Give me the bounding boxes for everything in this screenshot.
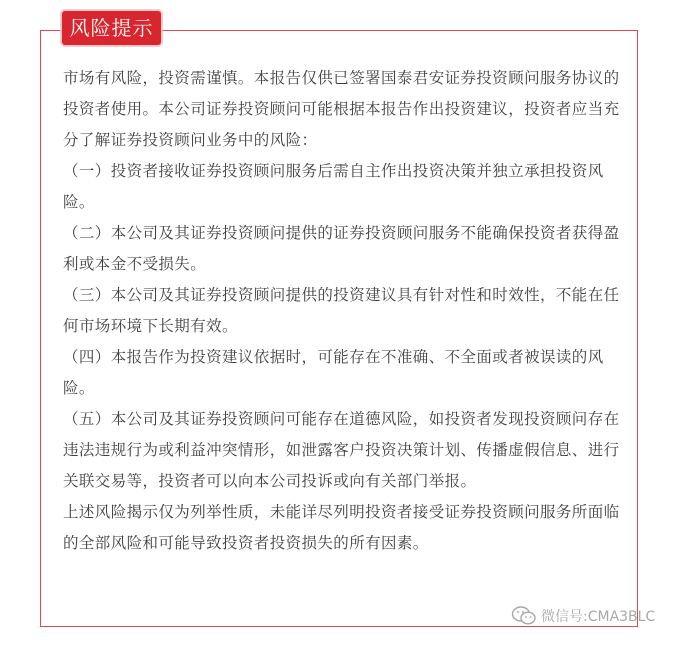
paragraph-item-5: （五）本公司及其证券投资顾问可能存在道德风险，如投资者发现投资顾问存在违法违规行为或利益冲突情形，如泄露客户投资决策计划、传播虚假信息、进行关联交易等，投资者可以向本公司投诉或向有关部门举报。 (63, 410, 620, 490)
risk-notice-content (63, 63, 623, 559)
paragraph-item-1: （一）投资者接收证券投资顾问服务后需自主作出投资决策并独立承担投资风险。 (63, 162, 604, 211)
risk-notice-badge: 风险提示 (62, 11, 161, 45)
wechat-watermark (511, 602, 655, 630)
watermark-text: 微信号:CMA3BLC (541, 609, 656, 625)
paragraph-item-4: （四）本报告作为投资建议依据时，可能存在不准确、不全面或者被误读的风险。 (63, 348, 604, 397)
paragraph-item-3: （三）本公司及其证券投资顾问提供的投资建议具有针对性和时效性，不能在任何市场环境下长期有效。 (63, 286, 620, 335)
wechat-icon (511, 605, 537, 627)
paragraph-intro: 市场有风险，投资需谨慎。本报告仅供已签署国泰君安证券投资顾问服务协议的投资者使用。本公司证券投资顾问可能根据本报告作出投资建议，投资者应当充分了解证券投资顾问业务中的风险： (63, 69, 620, 149)
paragraph-item-2: （二）本公司及其证券投资顾问提供的证券投资顾问服务不能确保投资者获得盈利或本金不受损失。 (63, 224, 620, 273)
paragraph-summary: 上述风险揭示仅为列举性质，未能详尽列明投资者接受证券投资顾问服务所面临的全部风险和可能导致投资者投资损失的所有因素。 (63, 503, 620, 552)
